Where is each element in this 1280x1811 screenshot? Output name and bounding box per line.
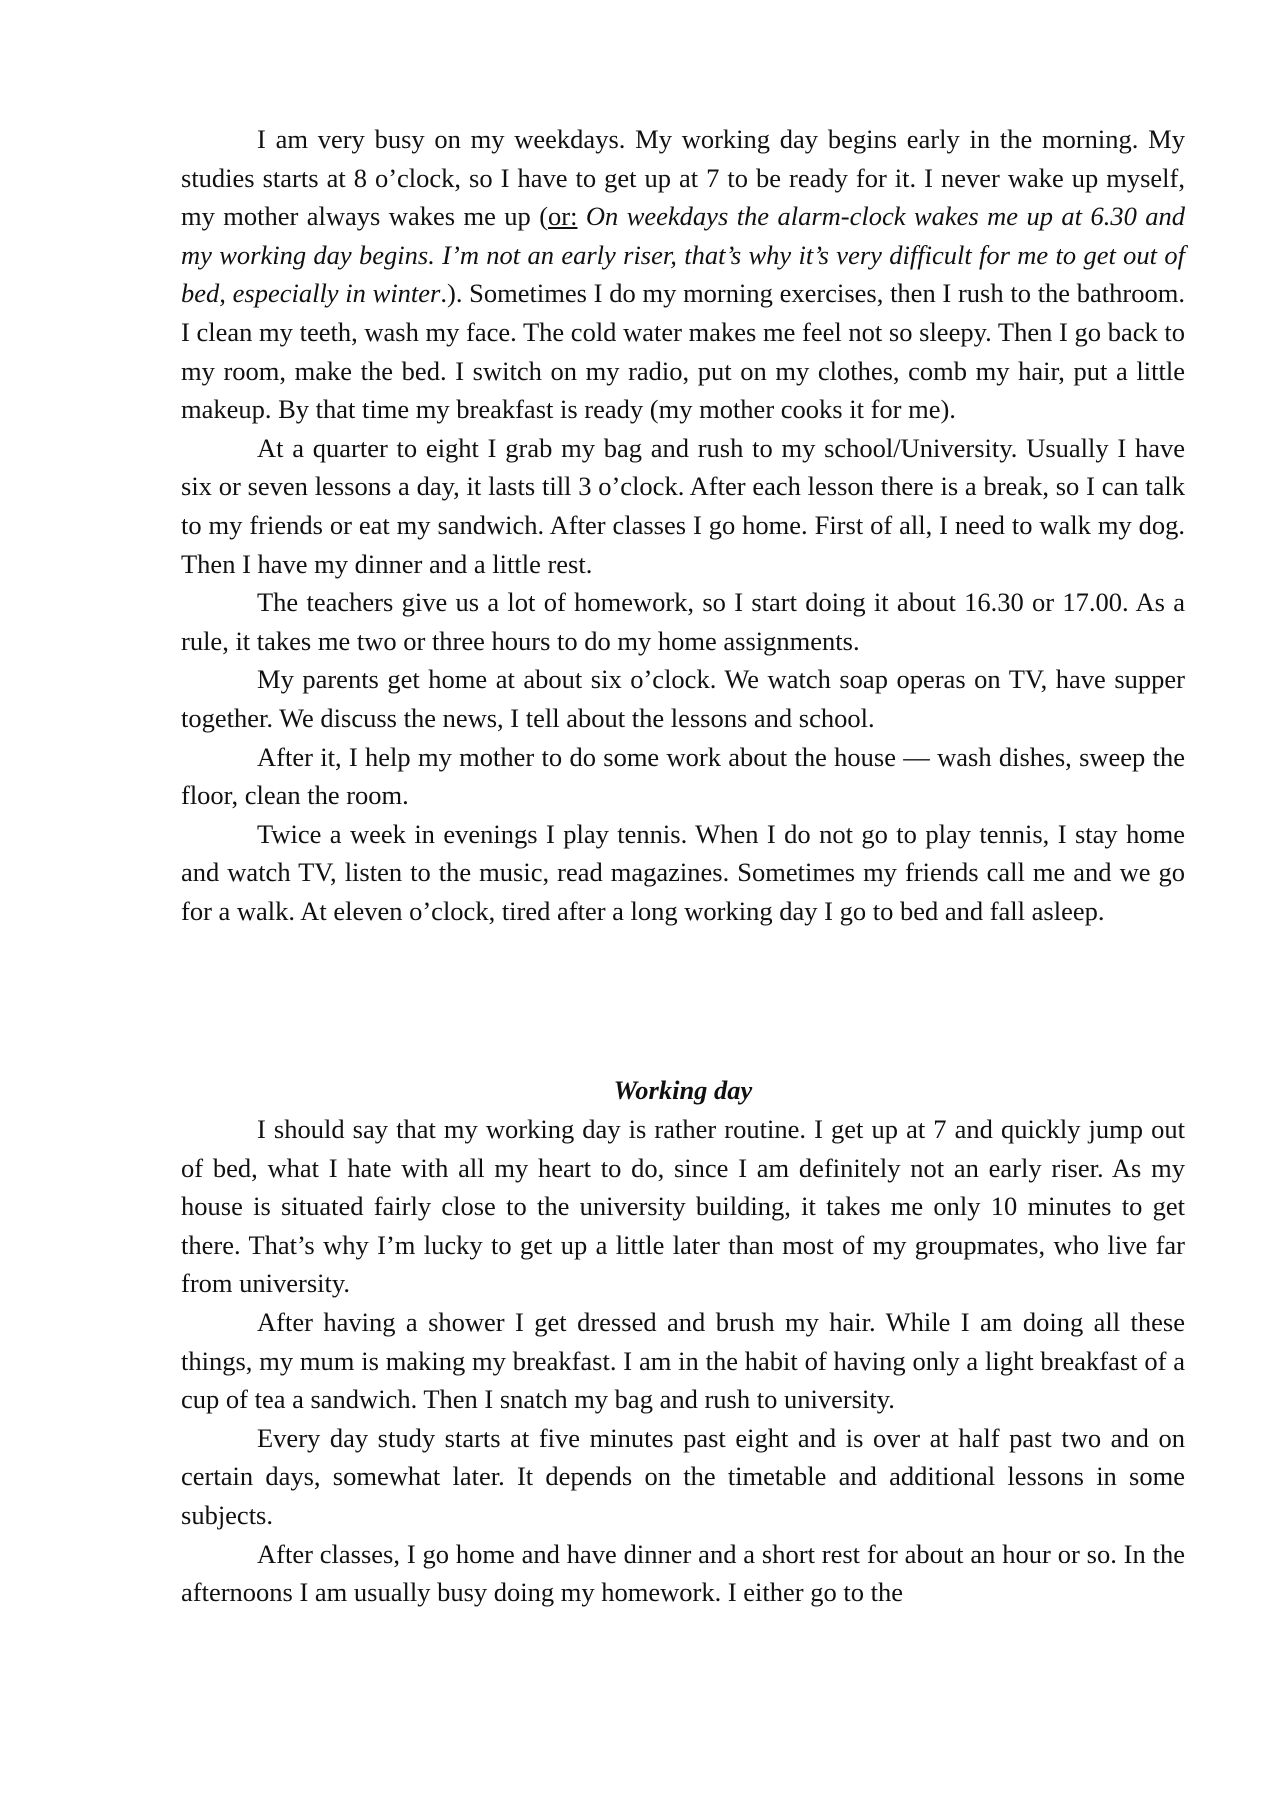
space [577, 201, 585, 231]
section-1-body [181, 120, 1185, 930]
paragraph-study-time: Every day study starts at five minutes past eight and is over at half past two and on certain days, somewhat later. It depends on the timetable and additional lessons in some subjects. [181, 1422, 1185, 1530]
paragraph-homework: The teachers give us a lot of homework, so I start doing it about 16.30 or 17.00. As a rule, it takes me two or three hours to do my home assignments. [181, 587, 1185, 656]
underlined-or: or: [548, 201, 578, 232]
paragraph-parents: My parents get home at about six o’clock. We watch soap operas on TV, have supper together. We discuss the news, I tell about the lessons and school. [181, 664, 1185, 733]
paragraph-weekdays-text-a: I am very busy on my weekdays. My working day begins early in the morning. My studies starts at 8 o’clock, so I have to get up at 7 to be ready for it. I never wake up myself, my mother always wakes me up ( [181, 124, 1185, 232]
paragraph-after-classes: After classes, I go home and have dinner and a short rest for about an hour or so. In the afternoons I am usually busy doing my homework. I either go to the [181, 1538, 1185, 1608]
paragraph-tennis: Twice a week in evenings I play tennis. When I do not go to play tennis, I stay home and watch TV, listen to the music, read magazines. Sometimes my friends call me and we go for a walk. At eleven o’clock, tired after a long working day I go to bed and fall asleep. [181, 818, 1185, 926]
paragraph-routine: I should say that my working day is rather routine. I get up at 7 and quickly jump out of bed, what I hate with all my heart to do, since I am definitely not an early riser. As my house is situated fairly close to the university building, it takes me only 10 minutes to get there. That’s why I’m lucky to get up a little later than most of my groupmates, who live far from university. [181, 1114, 1185, 1299]
paragraph-weekdays-text-b: .). Sometimes I do my morning exercises, then I rush to the bathroom. I clean my teeth, wash my face. The cold water makes me feel not so sleepy. Then I go back to my room, make the bed. I switch on my radio, put on my clothes, comb my hair, put a little makeup. By that time my breakfast is ready (my mother cooks it for me). [181, 278, 1185, 425]
paragraph-weekdays [181, 120, 1185, 429]
paragraph-housework: After it, I help my mother to do some work about the house — wash dishes, sweep the floor, clean the room. [181, 741, 1185, 811]
italic-alternative-text: On weekdays the alarm-clock wakes me up at 6.30 and my working day begins. I’m not an early riser, that’s why it’s very difficult for me to get out of bed, especially in winter [181, 201, 1186, 309]
paragraph-shower: After having a shower I get dressed and brush my hair. While I am doing all these things, my mum is making my breakfast. I am in the habit of having only a light breakfast of a cup of tea a sandwich. Then I snatch my bag and rush to university. [181, 1306, 1185, 1415]
section-2-body [181, 1110, 1185, 1612]
paragraph-quarter-to-eight: At a quarter to eight I grab my bag and rush to my school/University. Usually I have six or seven lessons a day, it lasts till 3 o’clock. After each lesson there is a break, so I can talk to my friends or eat my sandwich. After classes I go home. First of all, I need to walk my dog. Then I have my dinner and a little rest. [181, 432, 1185, 579]
section-title-working-day: Working day [613, 1075, 753, 1105]
